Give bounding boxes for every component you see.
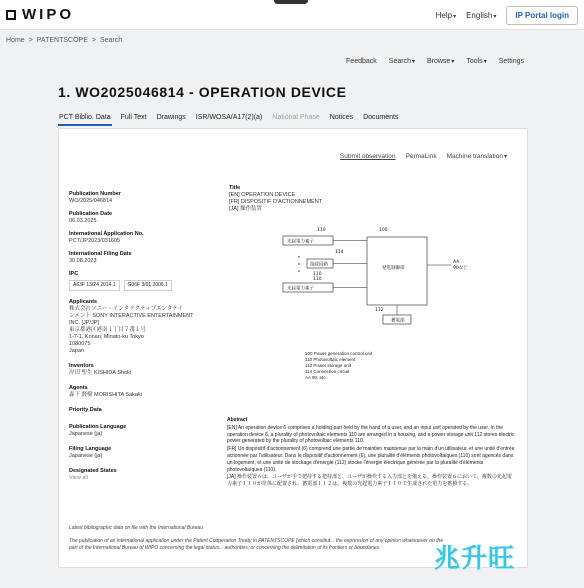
dot-icon [298,256,299,257]
application-no[interactable]: PCT/JP2023/031605 [69,238,121,244]
top-bar [0,0,584,30]
latest-data-note: Latest bibliographic data on file with the International Bureau [69,525,203,531]
tools-menu-label: Tools [466,58,483,65]
search-menu-label: Search [388,58,411,65]
applicant-line: Japan [69,348,84,354]
abstract-fr: [FR] Un dispositif d'actionnement (6) comprend une partie de maintien maintenue par la main d'un utilisateur, et une unité d'entrée actionnée par l'utilisateur. Dans le dispositif d'actionnement (6), une pluralité d'éléments photovoltaïques (110) sont agencés dans un logement, et une unité de stockage d'énergie (112) stocke l'énergie électrique générée par la pluralité d'éléments photovoltaïques (110). [227,446,515,473]
ref-114: 114 [335,250,344,255]
ref-110-top: 110 [317,228,326,233]
title-label: Title [229,185,241,191]
chevron-down-icon: ▾ [451,59,455,65]
feedback-link[interactable]: Feedback [346,58,377,65]
breadcrumb-separator: > [28,37,33,44]
ref-110-mid: 110 [313,272,322,277]
agents-label: Agents [69,385,88,391]
tab-bar [58,113,400,126]
drawing-legend [305,351,372,381]
connection-circuit-label: 接続回路 [310,262,328,268]
page-title: 1. WO2025046814 - OPERATION DEVICE [58,84,347,100]
photovoltaic-label-top: 光起電力素子 [287,239,314,245]
filing-language: Japanese (ja) [69,453,103,459]
tab-documents[interactable]: Documents [363,114,399,121]
inventors-label: Inventors [69,363,94,369]
tab-pct-biblio[interactable]: PCT Biblio. Data [58,113,112,126]
wipo-logo[interactable] [6,6,74,23]
title-en: [EN] OPERATION DEVICE [229,192,296,198]
logo-text: WIPO [22,6,74,23]
tab-full-text[interactable]: Full Text [120,114,147,121]
agents: 森下 賢樹 MORISHITA Sakaki [69,392,142,398]
title-fr: [FR] DISPOSITIF D'ACTIONNEMENT [229,199,323,205]
applicant-line: 1-7-1, Konan, Minato-ku Tokyo [69,334,144,340]
breadcrumb-search: Search [99,37,123,44]
publication-number: WO/2025/046814 [69,198,113,204]
biblio-fields [69,185,219,482]
legend-line: 110 Photovoltaic element [305,357,356,362]
abstract-en: [EN] An operation device 6 comprises a holding part held by the hand of a user, and an input unit operated by the user. In the operation device 6, a plurality of photovoltaic elements 110 are arranged in a housing, and a power storage unit 112 stores electric power generated by the plurality of photovoltaic elements 110. [227,424,515,445]
browse-menu[interactable] [427,58,454,65]
search-menu[interactable] [389,58,415,65]
chevron-down-icon: ▾ [493,14,497,20]
camera-notch [274,0,308,4]
breadcrumb [6,37,122,44]
abstract-block [227,417,515,488]
ref-110-bottom: 110 [313,277,322,282]
help-menu[interactable] [436,11,456,20]
breadcrumb-home[interactable]: Home [6,37,25,44]
logo-mark-icon [6,10,16,20]
tab-national-phase: National Phase [272,114,320,121]
ipc-codes [69,280,219,291]
applicant-line: 株式会社ソニー・インタラクティブエンタテイ [69,306,183,312]
breadcrumb-patentscope[interactable]: PATENTSCOPE [36,37,88,44]
ipc-code[interactable]: G06F 3/01 2006.1 [124,280,172,291]
chevron-down-icon: ▾ [503,154,507,160]
publication-date: 06.03.2025 [69,218,97,224]
ipc-label: IPC [69,271,79,277]
priority-data-label: Priority Data [69,407,102,413]
applicant-line: ンメント SONY INTERACTIVE ENTERTAINMENT [69,313,194,319]
publication-date-label: Publication Date [69,211,113,217]
tab-notices[interactable]: Notices [329,114,354,121]
legend-line: 100 Power generation control unit [305,351,373,356]
settings-link[interactable]: Settings [498,58,524,65]
view-all-link[interactable]: View all [69,475,88,481]
tab-isr[interactable]: ISR/WOSA/A17(2)(a) [195,114,263,121]
permalink-link[interactable]: PermaLink [405,153,437,160]
applicant-line: INC. [JP/JP] [69,320,99,326]
publication-number-label: Publication Number [69,191,121,197]
chevron-down-icon: ▾ [411,59,415,65]
language-menu[interactable] [466,11,496,20]
legend-line: AA 90, etc. [305,375,327,380]
sub-navigation [346,58,524,65]
language-label: English [466,11,493,20]
card-actions [340,153,507,160]
publication-language: Japanese (ja) [69,431,103,437]
watermark-logo: 兆升旺 [434,544,516,574]
aa-sub-label: 90など [453,266,468,271]
chevron-down-icon: ▾ [453,14,457,20]
filing-date-label: International Filing Date [69,251,132,257]
title-ja: [JA] 操作装置 [229,206,263,212]
filing-language-label: Filing Language [69,446,112,452]
ip-portal-login-button[interactable]: IP Portal login [506,6,578,25]
header-actions [436,6,578,25]
breadcrumb-separator: > [91,37,96,44]
ref-100: 100 [379,228,388,233]
disclaimer-note: The publication of an international application under the Patent Cooperation Treaty in PATENTSCOPE [which constitut... the expression of any opinion whatsoever on the part of the International Bureau of WIPO concerning the legal status... authorities, or concerning the delimitation of its frontiers or boundaries. [69,538,444,551]
chevron-down-icon: ▾ [483,59,487,65]
publication-language-label: Publication Language [69,424,127,430]
power-control-box [367,237,427,305]
legend-line: 112 Power storage unit [305,363,351,368]
ref-112: 112 [375,308,384,313]
tab-drawings[interactable]: Drawings [156,114,186,121]
filing-date: 30.08.2023 [69,258,97,264]
abstract-label: Abstract [227,417,248,423]
help-label: Help [435,11,453,20]
footnotes [69,525,449,552]
patent-drawing[interactable] [279,225,479,335]
applicants-label: Applicants [69,299,98,305]
ipc-code[interactable]: A63F 13/24 2014.1 [69,280,120,291]
applicant-line: 東京都港区港南１丁目７番１号 [69,327,147,333]
designated-states-label: Designated States [69,468,117,474]
legend-line: 114 Connection circuit [305,369,350,374]
submit-observation-link[interactable]: Submit observation [339,153,396,160]
biblio-card [58,128,528,568]
aa-label: AA [453,260,460,265]
title-block [229,185,509,213]
power-storage-label: 蓄電部 [391,318,405,324]
abstract-ja: [JA] 操作装置６は、ユーザが手で把持する把持部と、ユーザが操作する入力部とを備える。操作装置６において、複数の光起電力素子１１０が筐体に配置され、蓄電部１１２は、複数の光起電力素子１１０で生成された電力を蓄積する。 [227,474,512,488]
inventors: 岸田 聖生 KISHIDA Shoki [69,370,132,376]
application-no-label: International Application No. [69,231,144,237]
applicant-line: 1080075 [69,341,91,347]
power-control-label: 発電制御部 [382,266,405,271]
photovoltaic-label-bottom: 光起電力素子 [287,286,314,292]
tools-menu[interactable] [466,58,486,65]
dot-icon [298,270,299,271]
browse-menu-label: Browse [426,58,451,65]
machine-translation-label: Machine translation [446,153,503,160]
machine-translation-menu[interactable] [447,153,507,160]
dot-icon [298,263,299,264]
